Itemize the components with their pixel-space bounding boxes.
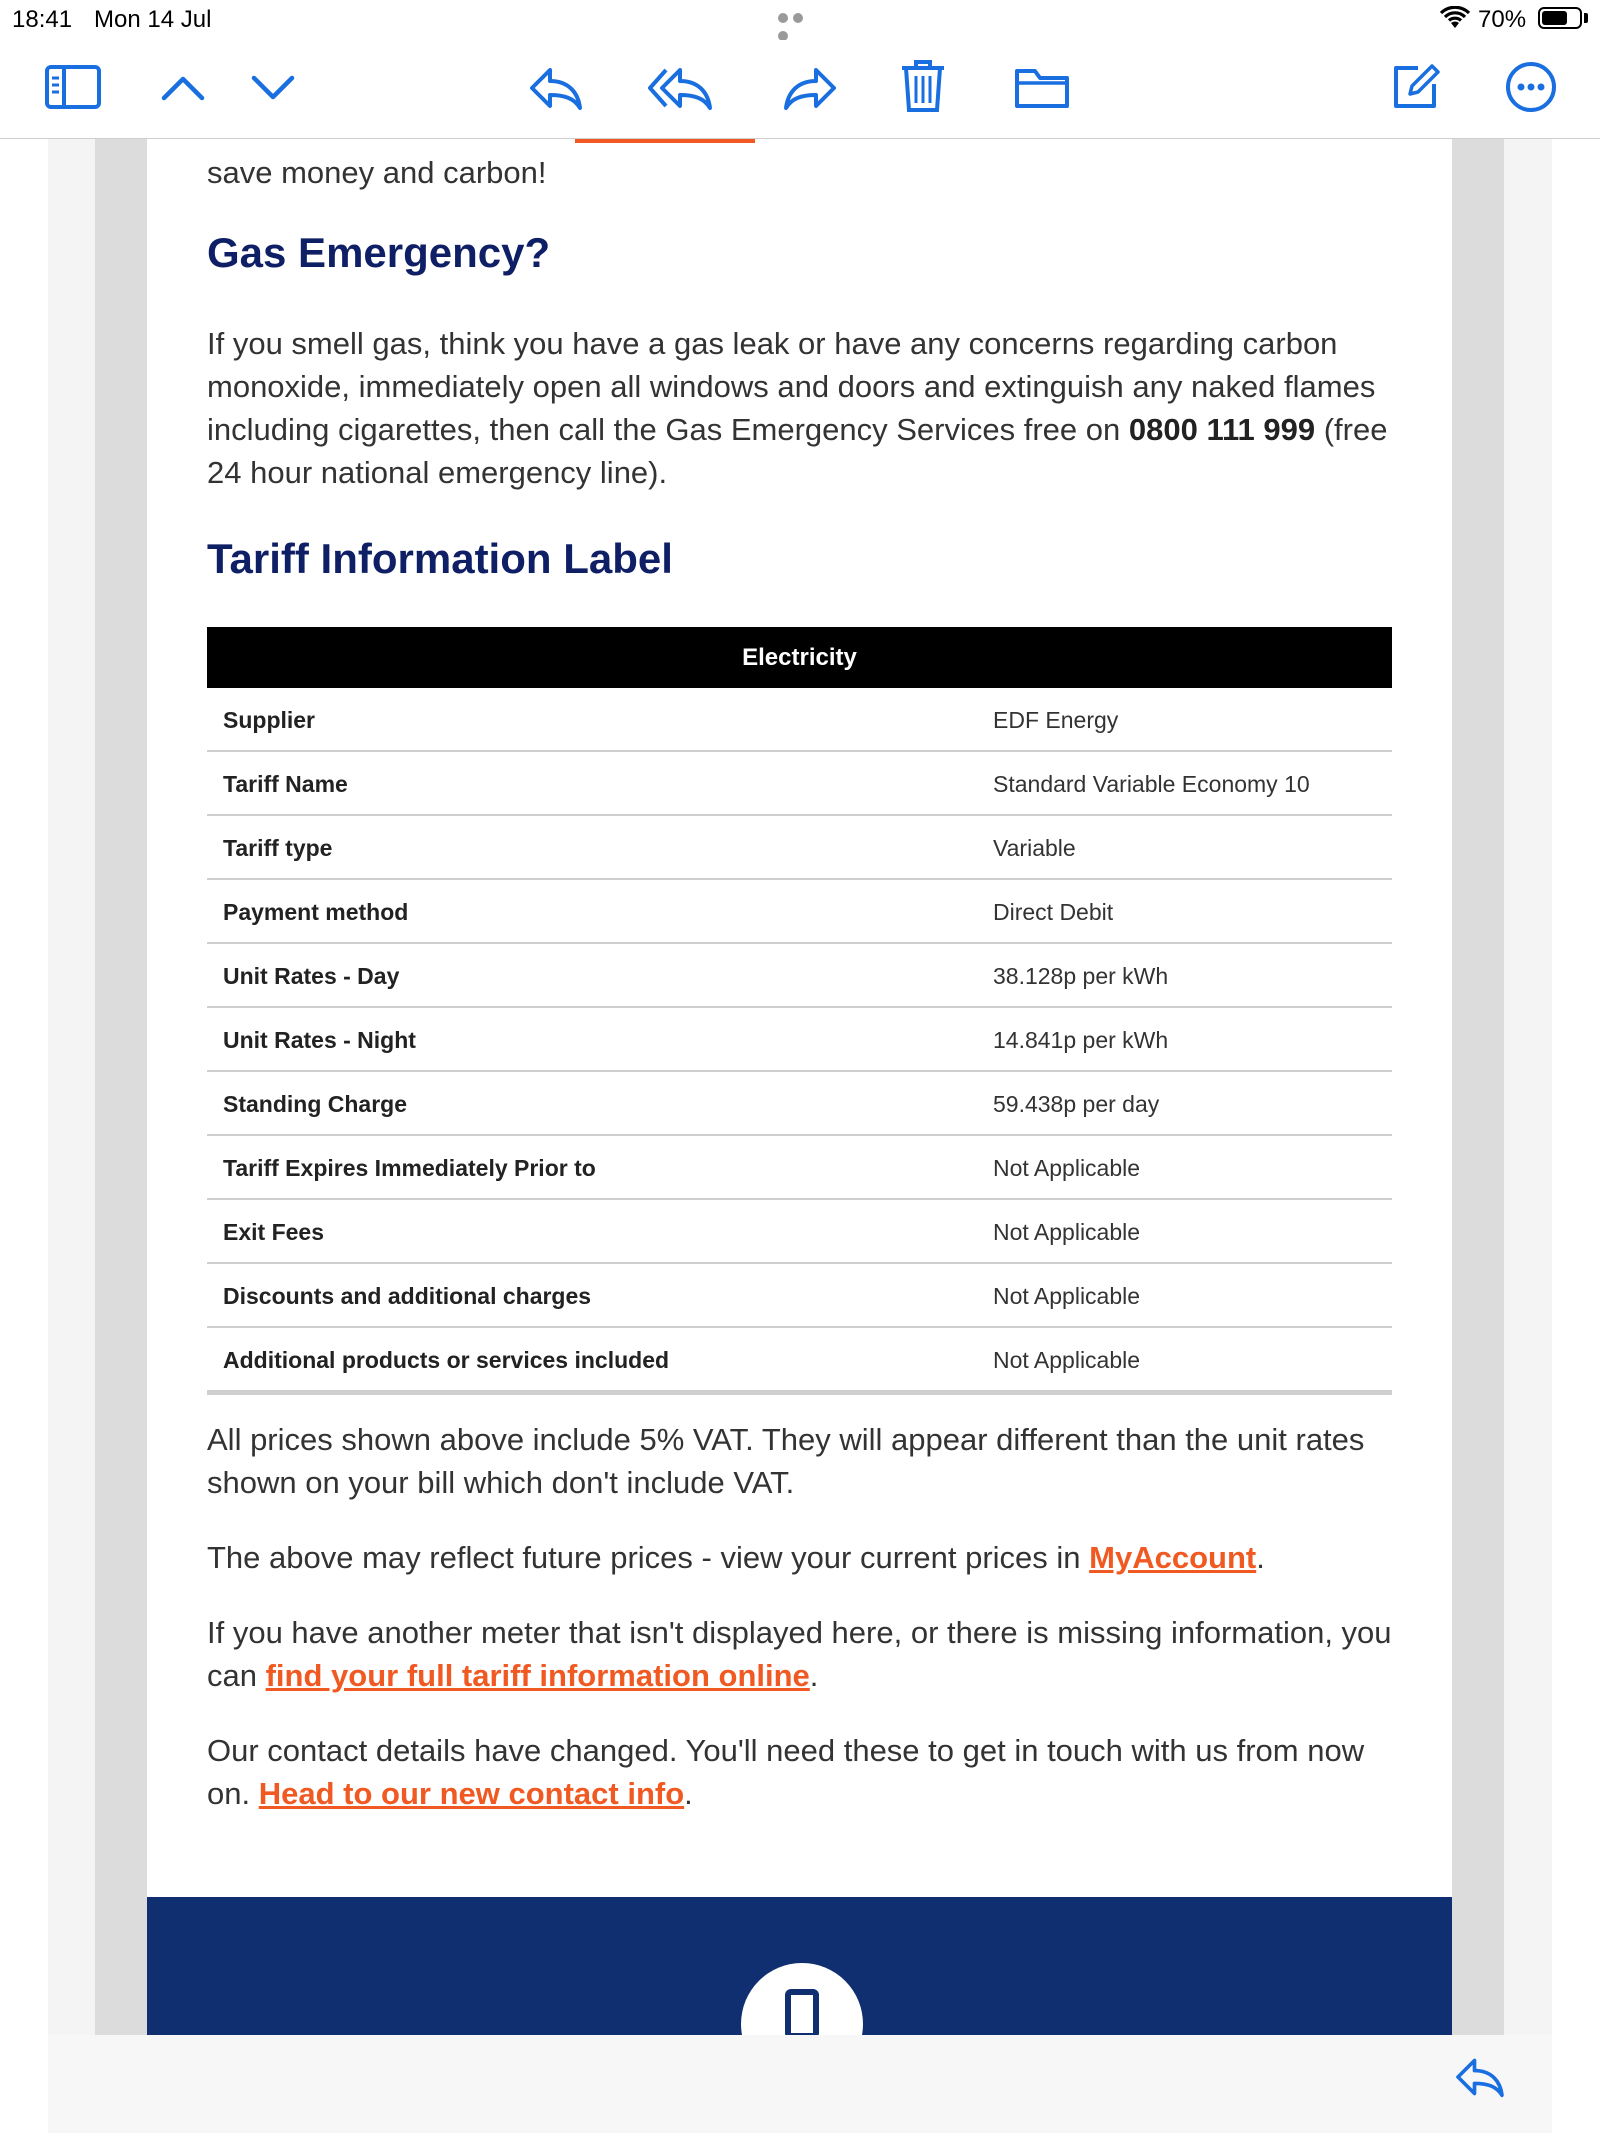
tariff-row xyxy=(207,1072,1392,1136)
future-prices-text xyxy=(207,1536,1407,1579)
tariff-row-value: Not Applicable xyxy=(993,1347,1141,1373)
tariff-row xyxy=(207,1200,1392,1264)
page-margin-right xyxy=(1504,139,1552,2035)
mail-toolbar xyxy=(0,40,1600,139)
mobile-phone-icon xyxy=(785,1989,819,2035)
tariff-row xyxy=(207,944,1392,1008)
tariff-table xyxy=(207,627,1392,1395)
tariff-row-value: Not Applicable xyxy=(993,1155,1141,1181)
tariff-row xyxy=(207,752,1392,816)
contact-info-link[interactable]: Head to our new contact info xyxy=(258,1776,685,1811)
tariff-row xyxy=(207,816,1392,880)
myaccount-link[interactable]: MyAccount xyxy=(1089,1540,1257,1575)
missing-meter-body: If you have another meter that isn't displayed here, or there is missing information, you can xyxy=(207,1615,1392,1693)
tariff-row xyxy=(207,1264,1392,1328)
sidebar-icon[interactable] xyxy=(44,64,102,110)
tariff-row-value: EDF Energy xyxy=(993,707,1119,733)
tariff-row-value: 38.128p per kWh xyxy=(993,963,1169,989)
tariff-row-label: Tariff Expires Immediately Prior to xyxy=(223,1155,596,1181)
bottom-bar xyxy=(48,2035,1552,2133)
reply-all-icon[interactable] xyxy=(648,64,714,112)
tariff-table-header: Electricity xyxy=(207,627,1392,688)
tariff-row-label: Unit Rates - Night xyxy=(223,1027,416,1053)
contact-change-body: Our contact details have changed. You'll need these to get in touch with us from now on. xyxy=(207,1733,1365,1811)
gas-emergency-body: If you smell gas, think you have a gas leak or have any concerns regarding carbon monoxide, immediately open all windows and doors and extinguish any naked flames including cigarettes, then call the Gas Emergency Services free on xyxy=(207,326,1376,447)
forward-icon[interactable] xyxy=(782,64,838,112)
tariff-row xyxy=(207,688,1392,752)
status-bar xyxy=(0,0,1600,40)
tariff-row-value: 14.841p per kWh xyxy=(993,1027,1169,1053)
future-prices-body: The above may reflect future prices - view your current prices in xyxy=(207,1540,1081,1575)
status-time: 18:41 xyxy=(12,6,73,33)
tariff-row-label: Supplier xyxy=(223,707,316,733)
tariff-row-label: Tariff type xyxy=(223,835,333,861)
tariff-row xyxy=(207,1008,1392,1072)
tariff-row xyxy=(207,1136,1392,1200)
tariff-row-label: Unit Rates - Day xyxy=(223,963,400,989)
tariff-row xyxy=(207,880,1392,944)
cut-off-line: save money and carbon! xyxy=(207,155,547,190)
reply-icon[interactable] xyxy=(528,64,584,112)
tariff-rows xyxy=(207,688,1392,1395)
battery-nub xyxy=(1584,13,1588,23)
tariff-row-label: Payment method xyxy=(223,899,409,925)
tariff-row-label: Exit Fees xyxy=(223,1219,324,1245)
tariff-row-label: Standing Charge xyxy=(223,1091,408,1117)
folder-icon[interactable] xyxy=(1014,66,1070,110)
chevron-down-icon[interactable] xyxy=(250,74,296,102)
missing-meter-text xyxy=(207,1611,1407,1697)
period: . xyxy=(684,1776,693,1811)
tariff-row-value: Variable xyxy=(993,835,1076,861)
tariff-row-label: Additional products or services included xyxy=(223,1347,670,1373)
tariff-row-label: Tariff Name xyxy=(223,771,348,797)
tariff-row-value: Not Applicable xyxy=(993,1219,1141,1245)
gas-emergency-text xyxy=(207,322,1407,494)
email-body xyxy=(147,139,1452,2035)
tariff-row xyxy=(207,1328,1392,1395)
more-icon[interactable] xyxy=(1504,60,1558,114)
compose-icon[interactable] xyxy=(1390,60,1442,112)
wifi-icon xyxy=(1440,6,1470,30)
tariff-row-value: Not Applicable xyxy=(993,1283,1141,1309)
tariff-row-value: Direct Debit xyxy=(993,899,1114,925)
page-margin-left xyxy=(48,139,95,2035)
tariff-row-value: 59.438p per day xyxy=(993,1091,1160,1117)
gas-emergency-end: (free 24 hour national emergency line). xyxy=(207,412,1388,490)
period: . xyxy=(809,1658,819,1693)
battery-icon xyxy=(1538,7,1582,29)
tariff-heading: Tariff Information Label xyxy=(207,535,673,582)
gas-emergency-heading: Gas Emergency? xyxy=(207,229,551,276)
email-margin-right xyxy=(1452,139,1504,2035)
trash-icon[interactable] xyxy=(900,58,946,114)
vat-text: All prices shown above include 5% VAT. They will appear different than the unit rates shown on your bill which don't include VAT. xyxy=(207,1422,1365,1500)
multitask-dots-icon[interactable] xyxy=(778,10,822,24)
period: . xyxy=(1256,1540,1265,1575)
chevron-up-icon[interactable] xyxy=(160,74,206,102)
email-margin-left xyxy=(95,139,147,2035)
cut-off-link-underline xyxy=(575,139,755,143)
full-tariff-link[interactable]: find your full tariff information online xyxy=(265,1658,810,1693)
tariff-row-value: Standard Variable Economy 10 xyxy=(993,771,1310,797)
gas-emergency-phone[interactable]: 0800 111 999 xyxy=(1128,412,1316,447)
battery-percent: 70% xyxy=(1478,6,1527,33)
status-date: Mon 14 Jul xyxy=(94,6,212,33)
tariff-row-label: Discounts and additional charges xyxy=(223,1283,592,1309)
floating-reply-icon[interactable] xyxy=(1454,2055,1506,2104)
contact-change-text xyxy=(207,1729,1407,1815)
